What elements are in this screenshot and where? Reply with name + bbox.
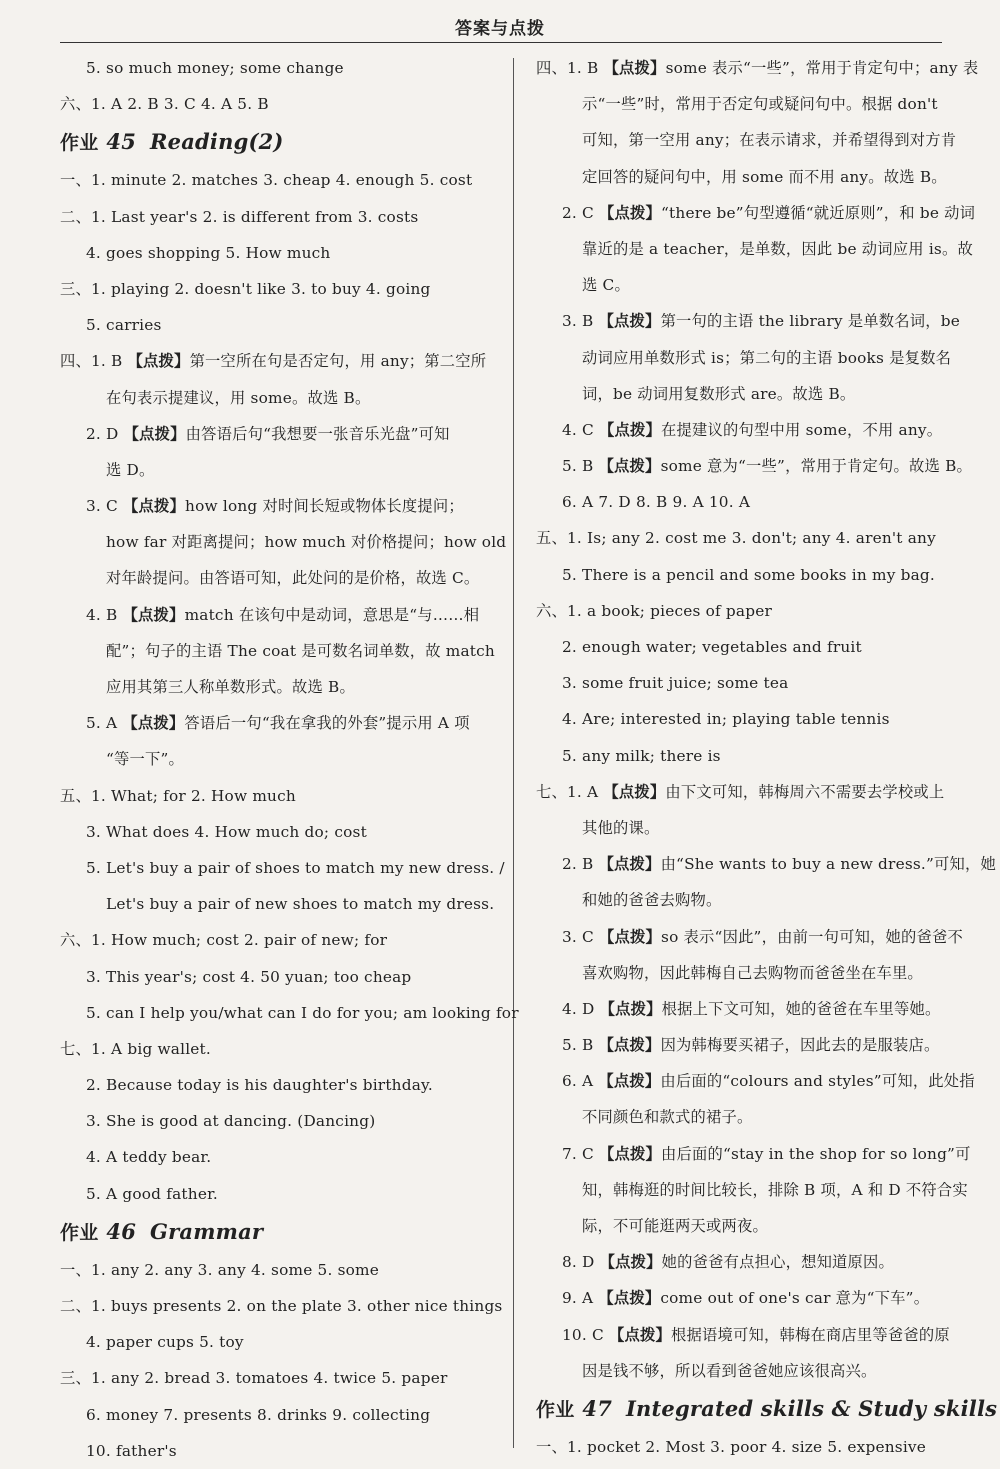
answer-line: 二、1. Last year's 2. is different from 3. costs	[60, 207, 419, 226]
answer-line: 6. A 7. D 8. B 9. A 10. A	[562, 493, 751, 512]
answer-line: 3. some fruit juice; some tea	[562, 674, 789, 693]
hint-tag: 【点拨】	[599, 999, 662, 1018]
answer-line: 选 D。	[106, 460, 155, 479]
answer-line: 2. B 【点拨】由“She wants to buy a new dress.”可知，她	[562, 855, 996, 874]
answer-line: 六、1. How much; cost 2. pair of new; for	[60, 931, 388, 950]
answer-line: 喜欢购物，因此韩梅自己去购物而爸爸坐在车里。	[582, 963, 923, 982]
answer-line: 四、1. B 【点拨】第一空所在句是否定句，用 any；第二空所	[60, 352, 487, 371]
answer-line: 3. This year's; cost 4. 50 yuan; too cheap	[86, 967, 412, 986]
section-heading	[536, 1389, 998, 1429]
answer-line: 5. carries	[86, 316, 162, 335]
answer-line: 3. What does 4. How much do; cost	[86, 822, 367, 841]
section-heading	[60, 1212, 508, 1252]
answer-line: 4. C 【点拨】在提建议的句型中用 some，不用 any。	[562, 420, 943, 439]
answer-line: 可知，第一空用 any；在表示请求，并希望得到对方肯	[582, 131, 957, 150]
answer-line: Let's buy a pair of new shoes to match my dress.	[106, 895, 495, 914]
answer-line: 定回答的疑问句中，用 some 而不用 any。故选 B。	[582, 167, 947, 186]
answer-line: 六、1. a book; pieces of paper	[536, 601, 773, 620]
hint-tag: 【点拨】	[127, 352, 190, 371]
section-heading-title: Reading(2)	[150, 129, 284, 155]
answer-line: 其他的课。	[582, 818, 660, 837]
hint-tag: 【点拨】	[599, 203, 662, 222]
answer-line: 动词应用单数形式 is；第二句的主语 books 是复数名	[582, 348, 952, 367]
answer-line: 配”；句子的主语 The coat 是可数名词单数，故 match	[106, 641, 495, 660]
answer-line: 4. Are; interested in; playing table tennis	[562, 710, 890, 729]
answer-line: 选 C。	[582, 276, 630, 295]
answer-line: 因是钱不够，所以看到爸爸她应该很高兴。	[582, 1361, 877, 1380]
answer-line: 五、1. Is; any 2. cost me 3. don't; any 4. aren't any	[536, 529, 936, 548]
answer-line: 在句表示提建议，用 some。故选 B。	[106, 388, 371, 407]
answer-line: 七、1. A 【点拨】由下文可知，韩梅周六不需要去学校或上	[536, 782, 945, 801]
hint-tag: 【点拨】	[598, 855, 661, 874]
column-divider	[513, 58, 514, 1448]
hint-tag: 【点拨】	[598, 1289, 661, 1308]
answer-line: 二、1. buys presents 2. on the plate 3. other nice things	[60, 1297, 503, 1315]
answer-line: 3. C 【点拨】how long 对时间长短或物体长度提问；	[86, 497, 464, 516]
answer-line: 5. There is a pencil and some books in my bag.	[562, 565, 935, 584]
header-rule	[60, 42, 942, 43]
answer-line: 六、1. A 2. B 3. C 4. A 5. B	[60, 95, 269, 114]
answer-line: 不同颜色和款式的裙子。	[582, 1108, 753, 1127]
answer-line: 10. father's	[86, 1441, 177, 1460]
hint-tag: 【点拨】	[122, 605, 185, 624]
answer-line: 际，不可能逛两天或两夜。	[582, 1217, 768, 1235]
section-heading-number: 47	[582, 1395, 613, 1421]
hint-tag: 【点拨】	[599, 420, 662, 439]
answer-line: 一、1. any 2. any 3. any 4. some 5. some	[60, 1260, 380, 1279]
answer-line: 7. C 【点拨】由后面的“stay in the shop for so long”可	[562, 1144, 971, 1163]
answer-line: 和她的爸爸去购物。	[582, 891, 722, 910]
answer-line: “等一下”。	[106, 750, 185, 769]
answer-line: 10. C 【点拨】根据语境可知，韩梅在商店里等爸爸的原	[562, 1325, 950, 1344]
answer-line: 5. can I help you/what can I do for you; am looking for	[86, 1003, 519, 1022]
answer-line: 词，be 动词用复数形式 are。故选 B。	[582, 384, 856, 403]
hint-tag: 【点拨】	[598, 312, 661, 331]
answer-line: 应用其第三人称单数形式。故选 B。	[106, 678, 355, 696]
hint-tag: 【点拨】	[599, 927, 662, 946]
section-heading-label: 作业	[60, 132, 99, 155]
answer-line: 3. C 【点拨】so 表示“因此”，由前一句可知，她的爸爸不	[562, 927, 964, 946]
hint-tag: 【点拨】	[599, 1253, 662, 1272]
left-column	[60, 50, 519, 1469]
page-header	[0, 0, 1000, 44]
section-heading-title: Integrated skills & Study skills	[626, 1395, 998, 1421]
hint-tag: 【点拨】	[123, 424, 186, 443]
answer-line: 五、1. What; for 2. How much	[60, 786, 296, 805]
answer-line: 4. paper cups 5. toy	[86, 1333, 244, 1352]
answer-line: 2. enough water; vegetables and fruit	[562, 638, 862, 656]
answer-line: 5. A good father.	[86, 1184, 218, 1203]
hint-tag: 【点拨】	[599, 1144, 662, 1163]
hint-tag: 【点拨】	[598, 1036, 661, 1055]
answer-line: 示“一些”时，常用于否定句或疑问句中。根据 don't	[582, 95, 938, 114]
answer-line: 5. A 【点拨】答语后一句“我在拿我的外套”提示用 A 项	[86, 714, 470, 733]
answer-line: 4. B 【点拨】match 在该句中是动词，意思是“与……相	[86, 605, 480, 624]
section-heading-number: 45	[106, 129, 137, 155]
answer-line: 2. D 【点拨】由答语后句“我想要一张音乐光盘”可知	[86, 424, 450, 443]
answer-line: 6. money 7. presents 8. drinks 9. collecting	[86, 1405, 431, 1424]
answer-line: 三、1. any 2. bread 3. tomatoes 4. twice 5. paper	[60, 1369, 448, 1388]
section-heading-title: Grammar	[150, 1218, 264, 1244]
answer-line: 5. Let's buy a pair of shoes to match my new dress. /	[86, 858, 505, 877]
hint-tag: 【点拨】	[598, 457, 661, 476]
hint-tag: 【点拨】	[122, 714, 185, 733]
section-heading-label: 作业	[60, 1221, 99, 1244]
answer-line: 三、1. playing 2. doesn't like 3. to buy 4. going	[60, 279, 431, 298]
answer-line: 对年龄提问。由答语可知，此处问的是价格，故选 C。	[106, 569, 480, 588]
answer-line: 5. so much money; some change	[86, 59, 344, 77]
page-title: 答案与点拨	[455, 19, 545, 39]
hint-tag: 【点拨】	[608, 1325, 671, 1344]
answer-line: 2. C 【点拨】“there be”句型遵循“就近原则”，和 be 动词	[562, 203, 976, 222]
answer-line: 四、1. B 【点拨】some 表示“一些”，常用于肯定句中；any 表	[536, 59, 979, 77]
section-heading-number: 46	[106, 1218, 137, 1244]
answer-line: 一、1. minute 2. matches 3. cheap 4. enough 5. cost	[60, 171, 473, 190]
answer-line: how far 对距离提问；how much 对价格提问；how old	[106, 533, 507, 552]
answer-line: 4. D 【点拨】根据上下文可知，她的爸爸在车里等她。	[562, 999, 941, 1018]
hint-tag: 【点拨】	[598, 1072, 661, 1091]
right-column	[536, 50, 998, 1465]
hint-tag: 【点拨】	[123, 497, 186, 516]
hint-tag: 【点拨】	[603, 59, 666, 77]
answer-line: 6. A 【点拨】由后面的“colours and styles”可知，此处指	[562, 1072, 975, 1091]
hint-tag: 【点拨】	[603, 782, 666, 801]
answer-line: 9. A 【点拨】come out of one's car 意为“下车”。	[562, 1289, 930, 1308]
answer-line: 5. B 【点拨】some 意为“一些”，常用于肯定句。故选 B。	[562, 457, 973, 476]
answer-line: 3. B 【点拨】第一句的主语 the library 是单数名词，be	[562, 312, 960, 331]
answer-line: 8. D 【点拨】她的爸爸有点担心，想知道原因。	[562, 1253, 895, 1272]
section-heading-label: 作业	[536, 1398, 575, 1421]
answer-line: 2. Because today is his daughter's birthday.	[86, 1076, 433, 1095]
answer-line: 5. B 【点拨】因为韩梅要买裙子，因此去的是服装店。	[562, 1036, 940, 1055]
answer-line: 知，韩梅逛的时间比较长，排除 B 项，A 和 D 不符合实	[582, 1180, 968, 1199]
answer-line: 4. A teddy bear.	[86, 1148, 212, 1167]
answer-line: 4. goes shopping 5. How much	[86, 243, 331, 262]
answer-line: 一、1. pocket 2. Most 3. poor 4. size 5. expensive	[536, 1437, 927, 1456]
answer-line: 5. any milk; there is	[562, 746, 721, 765]
answer-line: 3. She is good at dancing. (Dancing)	[86, 1112, 376, 1131]
section-heading	[60, 122, 508, 162]
answer-line: 七、1. A big wallet.	[60, 1039, 211, 1058]
answer-line: 靠近的是 a teacher，是单数，因此 be 动词应用 is。故	[582, 239, 973, 258]
